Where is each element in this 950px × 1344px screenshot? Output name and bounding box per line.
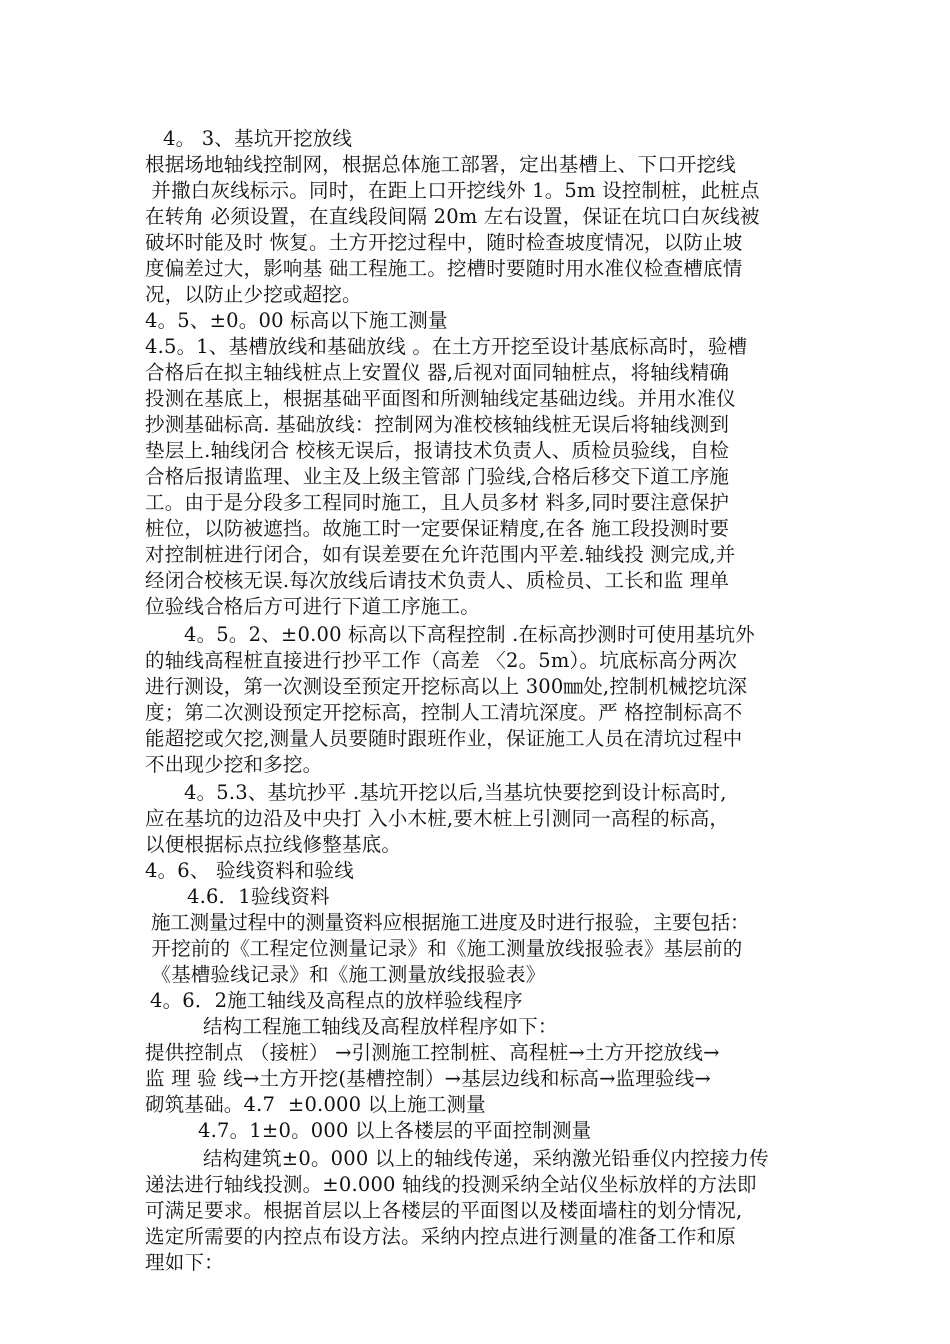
text-line: 施工测量过程中的测量资料应根据施工进度及时进行报验，主要包括：: [145, 911, 750, 934]
heading-4-7-1: 4.7。1±0。000 以上各楼层的平面控制测量: [198, 1119, 592, 1142]
text-line: 抄测基础标高. 基础放线：控制网为准校核轴线桩无误后将轴线测到: [145, 413, 730, 436]
text-line: 对控制桩进行闭合，如有误差要在允许范围内平差.轴线投 测完成,并: [145, 543, 736, 566]
text-line: 开挖前的《工程定位测量记录》和《施工测量放线报验表》基层前的: [145, 937, 743, 960]
text-line: 进行测设，第一次测设至预定开挖标高以上 300㎜处,控制机械挖坑深: [145, 675, 748, 698]
text-line: 4.5。1、基槽放线和基础放线 。在土方开挖至设计基底标高时，验槽: [145, 335, 748, 358]
heading-4-6-1: 4.6．1验线资料: [187, 885, 330, 908]
text-line: 提供控制点 （接桩） →引测施工控制桩、高程桩→土方开挖放线→: [145, 1041, 720, 1064]
text-line: 不出现少挖和多挖。: [145, 753, 323, 776]
heading-4-6-2: 4。6．2施工轴线及高程点的放样验线程序: [150, 989, 523, 1012]
text-line: 在转角 必须设置，在直线段间隔 20m 左右设置，保证在坑口白灰线被: [145, 205, 760, 228]
text-line: 递法进行轴线投测。±0.000 轴线的投测采纳全站仪坐标放样的方法即: [145, 1173, 757, 1196]
text-line: 可满足要求。根据首层以上各楼层的平面图以及楼面墙柱的划分情况,: [145, 1199, 743, 1222]
text-line: 理如下：: [145, 1251, 224, 1274]
text-line: 《基槽验线记录》和《施工测量放线报验表》: [145, 963, 546, 986]
text-line: 4。5。2、±0.00 标高以下高程控制 .在标高抄测时可使用基坑外: [184, 623, 755, 646]
text-line: 桩位，以防被遮挡。故施工时一定要保证精度,在各 施工段投测时要: [145, 517, 730, 540]
text-line: 能超挖或欠挖,测量人员要随时跟班作业，保证施工人员在清坑过程中: [145, 727, 743, 750]
text-line: 结构工程施工轴线及高程放样程序如下：: [203, 1015, 558, 1038]
text-line: 合格后在拟主轴线桩点上安置仪 器,后视对面同轴桩点，将轴线精确: [145, 361, 730, 384]
text-line: 以便根据标点拉线修整基底。: [145, 833, 402, 856]
text-line: 况，以防止少挖或超挖。: [145, 283, 362, 306]
heading-4-3: 4。 3、基坑开挖放线: [163, 127, 353, 150]
text-line: 监 理 验 线→土方开挖(基槽控制）→基层边线和标高→监理验线→: [145, 1067, 711, 1090]
heading-4-6: 4。6、 验线资料和验线: [145, 859, 354, 882]
text-line: 度；第二次测设预定开挖标高，控制人工清坑深度。严 格控制标高不: [145, 701, 743, 724]
text-line: 4。5.3、基坑抄平 .基坑开挖以后,当基坑快要挖到设计标高时,: [184, 781, 727, 804]
text-line: 工。由于是分段多工程同时施工，且人员多材 料多,同时要注意保护: [145, 491, 730, 514]
text-line: 合格后报请监理、业主及上级主管部 门验线,合格后移交下道工序施: [145, 465, 730, 488]
text-line: 度偏差过大，影响基 础工程施工。挖槽时要随时用水准仪检查槽底情: [145, 257, 743, 280]
text-line: 砌筑基础。4.7 ±0.000 以上施工测量: [145, 1093, 486, 1116]
text-line: 的轴线高程桩直接进行抄平工作（高差 〈2。5m）。坑底标高分两次: [145, 649, 738, 672]
text-line: 根据场地轴线控制网，根据总体施工部署，定出基槽上、下口开挖线: [145, 153, 737, 176]
text-line: 选定所需要的内控点布设方法。采纳内控点进行测量的准备工作和原: [145, 1225, 737, 1248]
text-line: 并撒白灰线标示。同时，在距上口开挖线外 1。5m 设控制桩，此桩点: [145, 179, 760, 202]
text-line: 位验线合格后方可进行下道工序施工。: [145, 595, 480, 618]
text-line: 应在基坑的边沿及中央打 入小木桩,要木桩上引测同一高程的标高，: [145, 807, 730, 830]
text-line: 经闭合校核无误.每次放线后请技术负责人、质检员、工长和监 理单: [145, 569, 730, 592]
text-line: 破坏时能及时 恢复。土方开挖过程中，随时检查坡度情况，以防止坡: [145, 231, 743, 254]
heading-4-5: 4。5、±0。00 标高以下施工测量: [145, 309, 448, 332]
text-line: 垫层上.轴线闭合 校核无误后，报请技术负责人、质检员验线，自检: [145, 439, 730, 462]
text-line: 投测在基底上，根据基础平面图和所测轴线定基础边线。并用水准仪: [145, 387, 737, 410]
text-line: 结构建筑±0。000 以上的轴线传递，采纳激光铅垂仪内控接力传: [203, 1147, 769, 1170]
